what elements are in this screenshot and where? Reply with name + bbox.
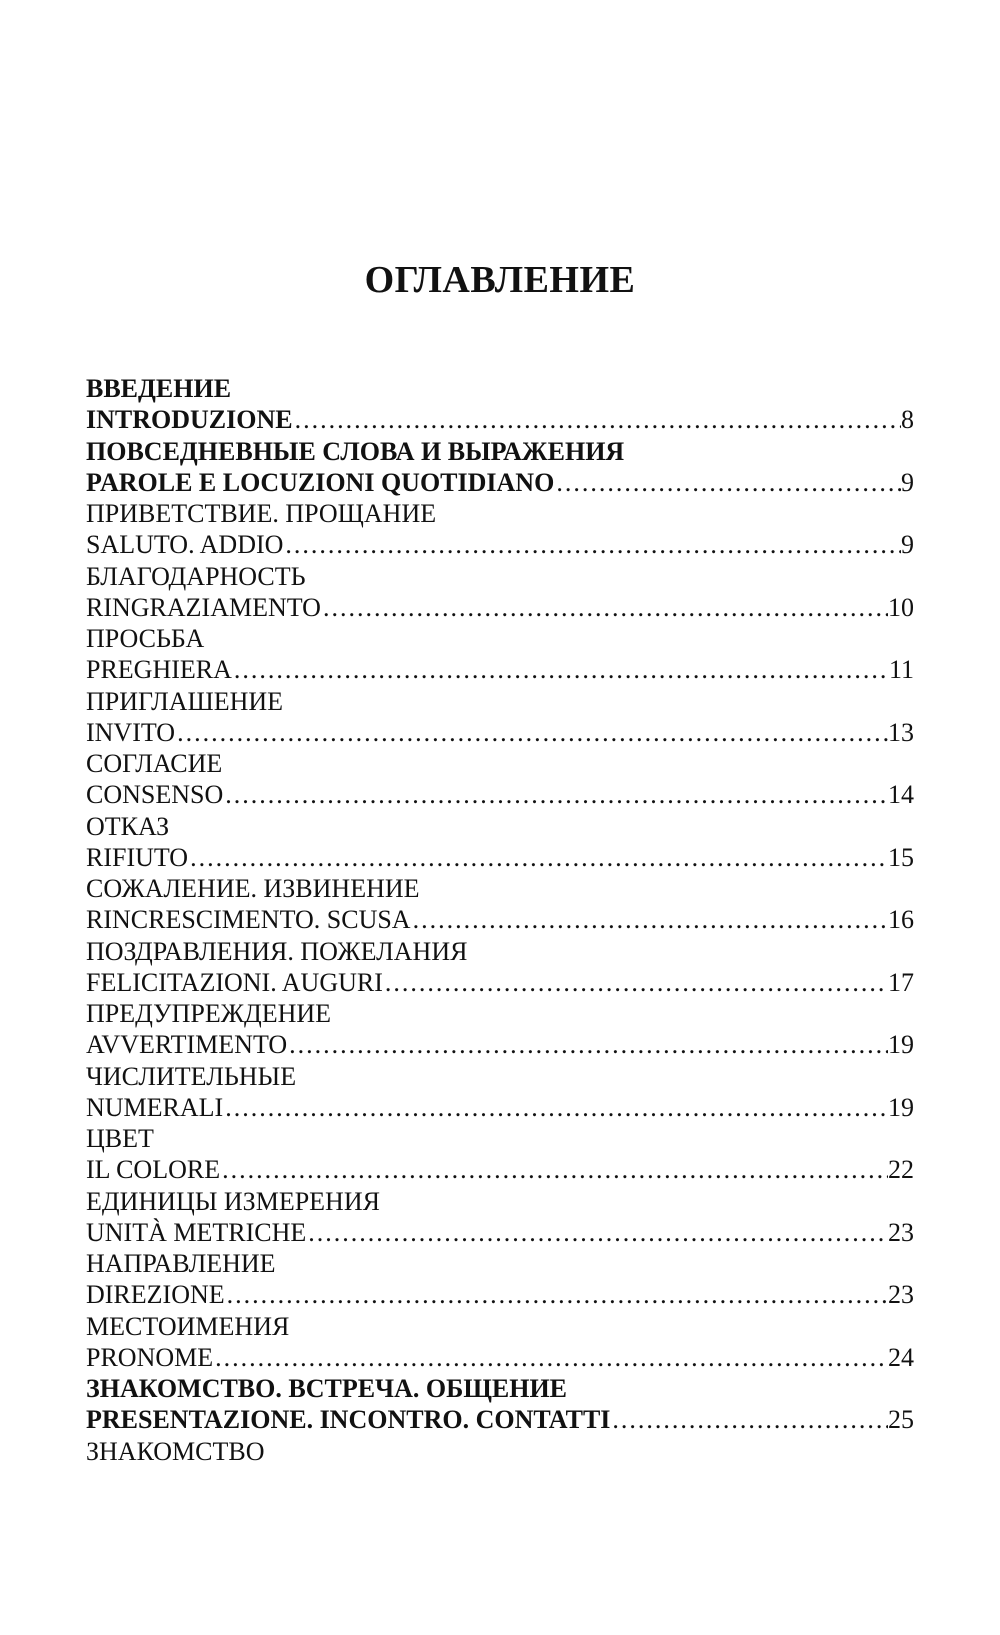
page-number: 23 <box>888 1280 914 1309</box>
toc-section-title-it: IL COLORE <box>86 1155 221 1184</box>
dot-leader <box>383 967 888 999</box>
page-number: 16 <box>888 905 914 934</box>
page-number: 24 <box>888 1342 914 1372</box>
toc-entry[interactable] <box>86 717 914 749</box>
toc-entry[interactable] <box>86 779 914 811</box>
toc-entry[interactable] <box>86 592 914 624</box>
dot-leader <box>188 842 888 874</box>
toc-entry[interactable] <box>86 467 914 499</box>
page-number: 14 <box>888 780 914 809</box>
page-number: 25 <box>888 1405 914 1434</box>
page-number: 9 <box>901 467 914 497</box>
toc-entry[interactable] <box>86 654 914 686</box>
toc-section-title-ru: БЛАГОДАРНОСТЬ <box>86 561 306 591</box>
toc-section-title-it: PRONOME <box>86 1342 214 1372</box>
toc-section-title-it: INVITO <box>86 717 176 747</box>
toc-entry[interactable] <box>86 967 914 999</box>
dot-leader <box>232 654 889 686</box>
toc-entry[interactable] <box>86 1217 914 1249</box>
toc-entry[interactable] <box>86 904 914 936</box>
toc-section-title-ru: ОТКАЗ <box>86 811 170 841</box>
page-number: 10 <box>888 592 914 622</box>
toc-section-title-ru: ПОЗДРАВЛЕНИЯ. ПОЖЕЛАНИЯ <box>86 936 468 966</box>
toc-section-title-ru: ПРИВЕТСТВИЕ. ПРОЩАНИЕ <box>86 499 437 528</box>
toc-section-title-ru: ЕДИНИЦЫ ИЗМЕРЕНИЯ <box>86 1186 380 1216</box>
toc-section-title-ru: ПРИГЛАШЕНИЕ <box>86 686 284 716</box>
toc-section-title-it: INTRODUZIONE <box>86 405 293 434</box>
dot-leader <box>321 592 888 624</box>
dot-leader <box>175 717 888 749</box>
toc-section-title-ru: НАПРАВЛЕНИЕ <box>86 1249 276 1278</box>
toc-entry[interactable] <box>86 1154 914 1186</box>
toc-section-title-it: DIREZIONE <box>86 1280 225 1309</box>
page-number: 13 <box>888 717 914 747</box>
toc-section-title-ru: СОЖАЛЕНИЕ. ИЗВИНЕНИЕ <box>86 874 420 903</box>
toc-section-title-it: RIFIUTO <box>86 842 189 872</box>
toc-section-title-ru: ЧИСЛИТЕЛЬНЫЕ <box>86 1061 297 1091</box>
dot-leader <box>220 1154 888 1186</box>
toc-entry[interactable] <box>86 1404 914 1436</box>
toc-section-title-it: CONSENSO <box>86 780 224 809</box>
toc-entry[interactable] <box>86 1029 914 1061</box>
dot-leader <box>223 1092 888 1124</box>
toc-section-title-it: NUMERALI <box>86 1092 224 1122</box>
dot-leader <box>554 467 901 499</box>
page-number: 19 <box>888 1092 914 1122</box>
toc-entry[interactable] <box>86 1279 914 1311</box>
toc-section-title-ru: ПРОСЬБА <box>86 624 205 653</box>
page-number: 15 <box>888 842 914 872</box>
dot-leader <box>293 404 901 436</box>
page-number: 8 <box>901 405 914 434</box>
toc-section-title-it: UNITÀ METRICHE <box>86 1217 307 1247</box>
toc-section-title-it: PAROLE E LOCUZIONI QUOTIDIANO <box>86 467 555 497</box>
toc-section-title-it: RINCRESCIMENTO. SCUSA <box>86 905 411 934</box>
toc-section-title-ru: ПРЕДУПРЕЖДЕНИЕ <box>86 999 332 1028</box>
page-number: 9 <box>901 530 914 559</box>
toc-entry[interactable] <box>86 1092 914 1124</box>
toc-section-title-ru: ЦВЕТ <box>86 1124 154 1153</box>
dot-leader <box>225 1279 888 1311</box>
page-number: 22 <box>888 1155 914 1184</box>
table-of-contents <box>86 373 914 1467</box>
page-number: 23 <box>888 1217 914 1247</box>
toc-section-title-ru: СОГЛАСИЕ <box>86 749 223 778</box>
toc-entry[interactable] <box>86 842 914 874</box>
toc-section-title-ru: ВВЕДЕНИЕ <box>86 374 232 403</box>
toc-section-title-ru: ЗНАКОМСТВО. ВСТРЕЧА. ОБЩЕНИЕ <box>86 1374 568 1403</box>
toc-section-title-it: SALUTO. ADDIO <box>86 530 284 559</box>
toc-section-title-it: PRESENTAZIONE. INCONTRO. CONTATTI <box>86 1405 611 1434</box>
toc-section-title-ru: МЕСТОИМЕНИЯ <box>86 1311 290 1341</box>
dot-leader <box>287 1029 888 1061</box>
page-title: ОГЛАВЛЕНИЕ <box>364 259 636 301</box>
toc-entry[interactable] <box>86 404 914 436</box>
toc-section-title-ru: ПОВСЕДНЕВНЫЕ СЛОВА И ВЫРАЖЕНИЯ <box>86 436 625 466</box>
page-number: 19 <box>888 1030 914 1059</box>
page-number: 11 <box>888 655 914 684</box>
dot-leader <box>411 904 888 936</box>
dot-leader <box>306 1217 888 1249</box>
toc-entry[interactable] <box>86 1342 914 1374</box>
toc-section-title-it: PREGHIERA <box>86 655 232 684</box>
page-number: 17 <box>888 967 914 997</box>
dot-leader <box>223 779 888 811</box>
toc-trailing-title: ЗНАКОМСТВО <box>86 1436 265 1466</box>
dot-leader <box>610 1404 888 1436</box>
dot-leader <box>283 529 901 561</box>
toc-section-title-it: AVVERTIMENTO <box>86 1030 288 1059</box>
toc-entry[interactable] <box>86 529 914 561</box>
toc-section-title-it: FELICITAZIONI. AUGURI <box>86 967 383 997</box>
dot-leader <box>213 1342 888 1374</box>
toc-section-title-it: RINGRAZIAMENTO <box>86 592 321 622</box>
